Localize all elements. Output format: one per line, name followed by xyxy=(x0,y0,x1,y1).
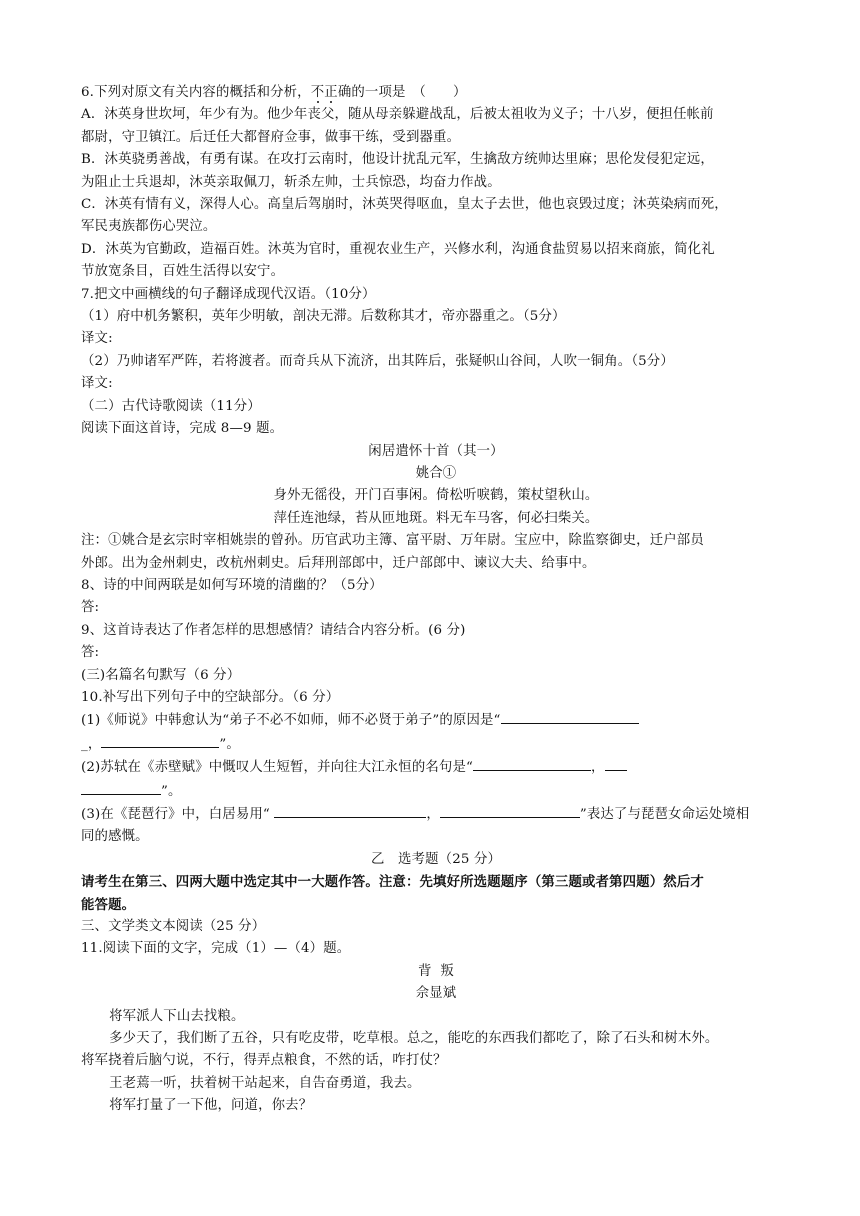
story-paragraph-2-line1: 多少天了，我们断了五谷，只有吃皮带，吃草根。总之，能吃的东西我们都吃了，除了石头和树木外。 xyxy=(109,1031,719,1047)
q10-stem: 10.补写出下列句子中的空缺部分。（6 分） xyxy=(81,689,340,705)
poem-author: 姚合① xyxy=(415,465,457,481)
optional-section-header: 乙 选考题（25 分） xyxy=(370,851,502,867)
emphasis-correct: 正 xyxy=(324,85,338,100)
answer-blank[interactable] xyxy=(501,709,639,724)
answer-blank[interactable] xyxy=(81,780,161,795)
q6-option-d-line1: D．沐英为官勤政，造福百姓。沐英为官时，重视农业生产，兴修水利，沟通食盐贸易以招来商旅，简化礼 xyxy=(81,241,715,257)
q7-sentence-1: （1）府中机务繁积，英年少明敏，剖决无滞。后数称其才，帝亦器重之。（5分） xyxy=(81,309,566,325)
answer-blank[interactable] xyxy=(473,756,591,771)
q10-item-2-line1: (2)苏轼在《赤壁赋》中慨叹人生短暂，并向往大江永恒的名句是“ ， xyxy=(81,756,791,779)
poetry-intro: 阅读下面这首诗，完成 8—9 题。 xyxy=(81,421,284,437)
answer-blank[interactable] xyxy=(440,803,580,818)
q8-answer-label: 答: xyxy=(81,600,100,616)
q6-option-c-line1: C．沐英有情有义，深得人心。高皇后驾崩时，沐英哭得呕血，皇太子去世，他也哀毁过度；沐英染病而死， xyxy=(81,197,728,213)
q8-stem: 8、诗的中间两联是如何写环境的清幽的？（5分） xyxy=(81,577,383,593)
q6-option-b-line1: B．沐英骁勇善战，有勇有谋。在攻打云南时，他设计扰乱元军，生擒敌方统帅达里麻；思伦发侵犯定远， xyxy=(81,152,714,168)
story-paragraph-4: 将军打量了一下他，问道，你去？ xyxy=(109,1098,313,1114)
q10-item-3-line1: (3)在《琵琶行》中，白居易用“ ， ”表达了与琵琶女命运处境相 xyxy=(81,803,791,826)
story-paragraph-2-line2: 将军挠着后脑勺说，不行，得弄点粮食，不然的话，咋打仗？ xyxy=(81,1053,447,1069)
q6-option-b-line2: 为阻止士兵退却，沐英亲取佩刀，斩杀左帅，士兵惊恐，均奋力作战。 xyxy=(81,174,501,190)
answer-blank[interactable] xyxy=(605,756,627,771)
poem-line-1: 身外无徭役，开门百事闲。倚松听唳鹤，策杖望秋山。 xyxy=(273,488,599,504)
optional-instructions-line2: 能答题。 xyxy=(81,896,136,913)
q6-option-a-line1: A．沐英身世坎坷，年少有为。他少年丧父，随从母亲躲避战乱，后被太祖收为义子；十八岁，便担任帐前 xyxy=(81,107,714,123)
q7-sentence-2: （2）乃帅诸军严阵，若将渡者。而奇兵从下流济，出其阵后，张疑帜山谷间，人吹一铜角。（5分） xyxy=(81,353,674,369)
q7-translation-label-2: 译文: xyxy=(81,376,113,392)
emphasis-not: 不 xyxy=(310,85,325,100)
poetry-section-heading: （二）古代诗歌阅读（11分） xyxy=(81,398,261,414)
poem-note-line2: 外郎。出为金州刺史，改杭州刺史。后拜刑部郎中，迁户部郎中、谏议大夫、给事中。 xyxy=(81,555,596,571)
answer-blank[interactable] xyxy=(274,803,426,818)
story-paragraph-1: 将军派人下山去找粮。 xyxy=(109,1008,245,1024)
answer-blank[interactable] xyxy=(101,733,219,748)
poem-title: 闲居遣怀十首（其一） xyxy=(368,443,504,459)
q9-answer-label: 答: xyxy=(81,645,100,661)
q10-item-2-line2: ”。 xyxy=(81,780,791,803)
story-title: 背 叛 xyxy=(418,963,454,979)
literary-section-heading: 三、文学类文本阅读（25 分） xyxy=(81,919,266,935)
q6-option-a-line2: 都尉，守卫镇江。后迁任大都督府佥事，做事干练，受到器重。 xyxy=(81,129,461,145)
dictation-section-heading: (三)名篇名句默写（6 分） xyxy=(81,667,241,683)
story-paragraph-3: 王老蔫一听，扶着树干站起来，自告奋勇道，我去。 xyxy=(109,1075,421,1091)
q6-option-d-line2: 节放宽条目，百姓生活得以安宁。 xyxy=(81,264,285,280)
q7-translation-label-1: 译文: xyxy=(81,331,113,347)
q7-stem: 7.把文中画横线的句子翻译成现代汉语。（10分） xyxy=(81,286,376,302)
story-author: 佘显斌 xyxy=(415,986,457,1002)
q9-stem: 9、这首诗表达了作者怎样的思想感情？请结合内容分析。(6 分) xyxy=(81,622,466,638)
optional-instructions-line1: 请考生在第三、四两大题中选定其中一大题作答。注意：先填好所选题题序（第三题或者第四题）然后才 xyxy=(81,874,704,891)
poem-note-line1: 注：①姚合是玄宗时宰相姚崇的曾孙。历官武功主簿、富平尉、万年尉。宝应中，除监察御史，迁户部员 xyxy=(81,533,704,549)
q6-option-c-line2: 军民夷族都伤心哭泣。 xyxy=(81,219,217,235)
q10-item-3-line2: 同的感慨。 xyxy=(81,829,149,845)
q10-item-1-line1: (1)《师说》中韩愈认为“弟子不必不如师，师不必贤于弟子”的原因是“ xyxy=(81,709,791,732)
q6-stem: 6.下列对原文有关内容的概括和分析，不正确的一项是 （ ） xyxy=(81,85,467,100)
poem-line-2: 萍任连池绿，苔从匝地斑。料无车马客，何必扫柴关。 xyxy=(273,510,599,526)
q10-item-1-line2: _， ”。 xyxy=(81,733,791,756)
exam-page xyxy=(81,82,791,1118)
q11-stem: 11.阅读下面的文字，完成（1）—（4）题。 xyxy=(81,941,351,957)
